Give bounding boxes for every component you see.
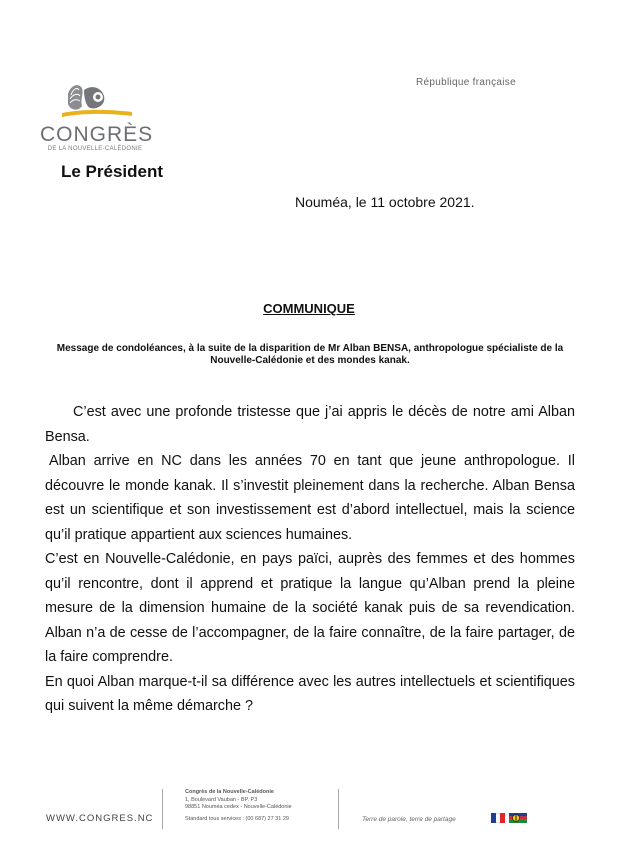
paragraph: Alban arrive en NC dans les années 70 en tant que jeune anthropologue. Il découvre le monde kanak. Il s’investit pleinement dans la recherche. Alban Bensa est un scientifique et son investissement est d’abord intellectuel, mais la science qu’il pratique appartient aux sciences humaines. [45,453,575,543]
logo-subtitle: DE LA NOUVELLE-CALÉDONIE [47,146,143,152]
org-name: Congrès de la Nouvelle-Calédonie [185,789,274,795]
phone-number: Standard tous services : (00 687) 27 31 29 [185,816,289,822]
president-heading: Le Président [61,162,164,181]
new-caledonia-flag-icon [509,813,527,823]
congres-logo [40,80,154,160]
letter-body [45,400,575,719]
address-line: 1, Boulevard Vauban - BP. P3 [185,796,258,803]
footer-divider [162,789,163,829]
tagline: Terre de parole, terre de partage [362,816,456,823]
french-flag-icon [491,813,505,823]
footer-divider [338,789,339,829]
logo-title: CONGRÈS [40,123,154,146]
subject-line: Message de condoléances, à la suite de la disparition de Mr Alban BENSA, anthropologue spécialiste de la Nouvelle-Calédonie et des mondes kanak. [56,343,564,366]
date-line: Nouméa, le 11 octobre 2021. [295,194,475,210]
paragraph: C’est en Nouvelle-Calédonie, en pays païci, auprès des femmes et des hommes qu’il rencontre, dont il apprend et pratique la langue qu’Alban prend la pleine mesure de la dimension humaine de la société kanak puis de sa revendication. Alban n’a de cesse de l’accompagner, de la faire connaître, de la faire partager, de la faire comprendre. [45,551,575,665]
address-line: 98851 Nouméa cedex - Nouvelle-Calédonie [185,804,292,810]
document-title: COMMUNIQUE [263,301,355,316]
footer-address [185,789,292,812]
shell-logo-icon [62,80,132,124]
paragraph: C’est avec une profonde tristesse que j’ai appris le décès de notre ami Alban Bensa. [45,404,575,445]
paragraph: En quoi Alban marque-t-il sa différence avec les autres intellectuels et scientifiques qui suivent la même démarche ? [45,673,575,714]
website-link[interactable]: WWW.CONGRES.NC [46,813,154,824]
republique-label: République française [416,77,516,88]
